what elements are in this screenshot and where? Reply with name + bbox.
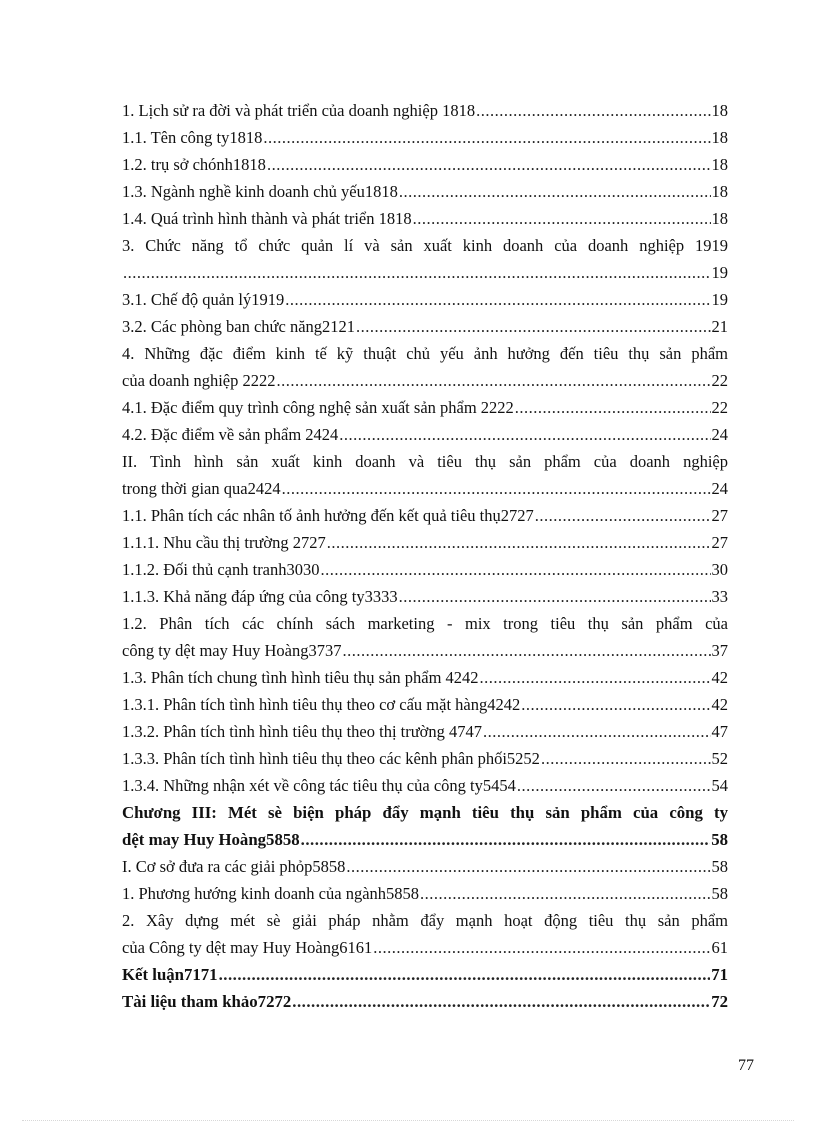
toc-entry-title: 4.2. Đặc điểm về sản phẩm 2424 [122, 425, 339, 444]
toc-entry-title: 1.2. trụ sở chónh1818 [122, 155, 266, 174]
toc-entry-line [122, 934, 728, 961]
dot-leader [219, 961, 711, 988]
toc-entry-line [122, 124, 728, 151]
toc-entry-page: 22 [711, 371, 728, 390]
toc-entry[interactable] [122, 745, 728, 772]
toc-entry-page: 42 [711, 668, 728, 687]
dot-leader [356, 313, 710, 340]
dot-leader [343, 637, 711, 664]
toc-entry-page: 42 [711, 695, 728, 714]
toc-entry[interactable] [122, 340, 728, 394]
dot-leader [483, 718, 710, 745]
toc-entry-title: 1.3.1. Phân tích tình hình tiêu thụ theo cơ cấu mặt hàng4242 [122, 695, 521, 714]
toc-entry[interactable] [122, 205, 728, 232]
toc-entry[interactable] [122, 502, 728, 529]
dot-leader [277, 367, 711, 394]
toc-entry-title: 1.1.2. Đối thủ cạnh tranh3030 [122, 560, 320, 579]
page-number: 77 [738, 1057, 754, 1074]
dot-leader [292, 988, 710, 1015]
dot-leader [327, 529, 711, 556]
toc-entry-line [122, 421, 728, 448]
toc-entry-page: 54 [711, 776, 728, 795]
dot-leader [263, 124, 710, 151]
toc-entry-page: 30 [711, 560, 728, 579]
toc-entry-page: 19 [711, 263, 728, 282]
toc-entry-title-line: II. Tình hình sản xuất kinh doanh và tiêu thụ sản phẩm của doanh nghiệp [122, 452, 728, 471]
toc-entry-line [122, 529, 728, 556]
toc-entry-title: 1.1.1. Nhu cầu thị trường 2727 [122, 533, 326, 552]
toc-entry-page: 18 [711, 155, 728, 174]
toc-entry[interactable] [122, 529, 728, 556]
toc-entry[interactable] [122, 799, 728, 853]
toc-entry-line [122, 313, 728, 340]
toc-entry-line [122, 475, 728, 502]
toc-entry-page: 19 [711, 290, 728, 309]
toc-entry-line [122, 583, 728, 610]
toc-entry-page: 18 [711, 101, 728, 120]
toc-entry-title-line: 4. Những đặc điểm kinh tế kỹ thuật chủ yếu ảnh hưởng đến tiêu thụ sản phẩm [122, 344, 728, 363]
toc-entry-title-line: Chương III: Mét sè biện pháp đẩy mạnh tiêu thụ sản phẩm của công ty [122, 803, 728, 822]
toc-entry[interactable] [122, 124, 728, 151]
toc-entry-title: 1.4. Quá trình hình thành và phát triển 1818 [122, 209, 412, 228]
footer-divider [22, 1120, 794, 1121]
toc-entry[interactable] [122, 583, 728, 610]
toc-entry[interactable] [122, 178, 728, 205]
toc-entry-page: 52 [711, 749, 728, 768]
toc-entry[interactable] [122, 988, 728, 1015]
toc-entry-title-line: 3. Chức năng tổ chức quản lí và sản xuất kinh doanh của doanh nghiệp 1919 [122, 236, 728, 255]
toc-entry[interactable] [122, 610, 728, 664]
dot-leader [399, 178, 711, 205]
toc-entry-title: 1.3.2. Phân tích tình hình tiêu thụ theo thị trường 4747 [122, 722, 483, 741]
toc-entry-line [122, 394, 728, 421]
toc-entry-page: 33 [711, 587, 728, 606]
toc-entry-page: 61 [711, 938, 728, 957]
toc-entry-page: 24 [711, 479, 728, 498]
dot-leader [346, 853, 710, 880]
dot-leader [282, 475, 711, 502]
dot-leader [267, 151, 711, 178]
toc-entry-page: 18 [711, 182, 728, 201]
toc-entry-title: 1.3.4. Những nhận xét về công tác tiêu thụ của công ty5454 [122, 776, 516, 795]
toc-entry[interactable] [122, 853, 728, 880]
dot-leader [521, 691, 710, 718]
toc-entry-title: 3.2. Các phòng ban chức năng2121 [122, 317, 356, 336]
toc-entry[interactable] [122, 907, 728, 961]
toc-entry-title: I. Cơ sở đưa ra các giải phỏp5858 [122, 857, 346, 876]
toc-entry[interactable] [122, 718, 728, 745]
toc-entry-title: công ty dệt may Huy Hoàng3737 [122, 641, 342, 660]
toc-entry-page: 24 [711, 425, 728, 444]
toc-entry[interactable] [122, 421, 728, 448]
toc-entry-title: 3.1. Chế độ quản lý1919 [122, 290, 285, 309]
toc-entry-line [122, 556, 728, 583]
dot-leader [515, 394, 711, 421]
toc-entry-title-line: 1.2. Phân tích các chính sách marketing - mix trong tiêu thụ sản phẩm của [122, 614, 728, 633]
toc-entry[interactable] [122, 556, 728, 583]
toc-entry[interactable] [122, 97, 728, 124]
dot-leader [476, 97, 710, 124]
dot-leader [413, 205, 711, 232]
toc-entry[interactable] [122, 232, 728, 286]
toc-entry-line [122, 745, 728, 772]
toc-entry[interactable] [122, 880, 728, 907]
toc-entry-title-line: 2. Xây dựng mét sè giải pháp nhằm đẩy mạnh hoạt động tiêu thụ sản phẩm [122, 911, 728, 930]
toc-entry-line [122, 502, 728, 529]
toc-entry[interactable] [122, 151, 728, 178]
dot-leader [339, 421, 710, 448]
toc-entry-page: 18 [711, 209, 728, 228]
dot-leader [480, 664, 711, 691]
toc-entry-line [122, 178, 728, 205]
toc-entry-line [122, 988, 728, 1015]
toc-entry-line [122, 826, 728, 853]
toc-entry-line [122, 961, 728, 988]
dot-leader [123, 259, 711, 286]
toc-entry-page: 37 [711, 641, 728, 660]
toc-entry-line [122, 286, 728, 313]
dot-leader [541, 745, 711, 772]
dot-leader [399, 583, 711, 610]
toc-entry-line [122, 259, 728, 286]
toc-entry[interactable] [122, 313, 728, 340]
toc-entry-line [122, 637, 728, 664]
toc-entry-line [122, 772, 728, 799]
toc-entry-title: 1.1. Phân tích các nhân tố ảnh hưởng đến kết quả tiêu thụ2727 [122, 506, 534, 525]
toc-entry[interactable] [122, 394, 728, 421]
toc-entry-title: của doanh nghiệp 2222 [122, 371, 276, 390]
toc-entry-page: 18 [711, 128, 728, 147]
toc-entry-line [122, 151, 728, 178]
toc-entry-page: 27 [711, 533, 728, 552]
toc-entry[interactable] [122, 691, 728, 718]
dot-leader [285, 286, 710, 313]
toc-entry-title: 1.3. Ngành nghề kinh doanh chủ yếu1818 [122, 182, 398, 201]
toc-entry-title: dệt may Huy Hoàng5858 [122, 830, 300, 849]
dot-leader [517, 772, 711, 799]
dot-leader [301, 826, 711, 853]
toc-entry-title: 1. Phương hướng kinh doanh của ngành5858 [122, 884, 420, 903]
toc-entry[interactable] [122, 772, 728, 799]
toc-entry-page: 72 [711, 992, 728, 1011]
toc-entry-title: 1.1.3. Khả năng đáp ứng của công ty3333 [122, 587, 398, 606]
toc-entry-page: 58 [711, 857, 728, 876]
toc-entry-line [122, 853, 728, 880]
toc-entry-page: 58 [711, 830, 728, 849]
toc-entry-line [122, 664, 728, 691]
toc-entry[interactable] [122, 961, 728, 988]
toc-entry-title: trong thời gian qua2424 [122, 479, 281, 498]
toc-entry-line [122, 205, 728, 232]
dot-leader [321, 556, 711, 583]
toc-entry-title: của Công ty dệt may Huy Hoàng6161 [122, 938, 373, 957]
dot-leader [373, 934, 710, 961]
toc-entry-page: 47 [711, 722, 728, 741]
toc-entry-title: 1.1. Tên công ty1818 [122, 128, 263, 147]
toc-entry[interactable] [122, 664, 728, 691]
toc-entry-page: 58 [711, 884, 728, 903]
toc-entry-line [122, 691, 728, 718]
toc-entry-line [122, 880, 728, 907]
dot-leader [420, 880, 710, 907]
toc-entry-title: 1. Lịch sử ra đời và phát triển của doanh nghiệp 1818 [122, 101, 476, 120]
toc-entry-title: 4.1. Đặc điểm quy trình công nghệ sản xuất sản phẩm 2222 [122, 398, 514, 417]
toc-entry-page: 22 [711, 398, 728, 417]
toc-entry-line [122, 97, 728, 124]
toc-entry-page: 27 [711, 506, 728, 525]
toc-entry-line [122, 718, 728, 745]
toc-entry-title: Tài liệu tham khảo7272 [122, 992, 292, 1011]
toc-entry-line [122, 367, 728, 394]
dot-leader [535, 502, 711, 529]
toc-entry-title: 1.3. Phân tích chung tình hình tiêu thụ sản phẩm 4242 [122, 668, 479, 687]
toc-entry-title: 1.3.3. Phân tích tình hình tiêu thụ theo các kênh phân phối5252 [122, 749, 540, 768]
toc-entry-page: 21 [711, 317, 728, 336]
table-of-contents [122, 97, 728, 1015]
toc-entry-page: 71 [711, 965, 728, 984]
toc-entry-title: Kết luận7171 [122, 965, 218, 984]
toc-entry[interactable] [122, 286, 728, 313]
toc-entry[interactable] [122, 448, 728, 502]
